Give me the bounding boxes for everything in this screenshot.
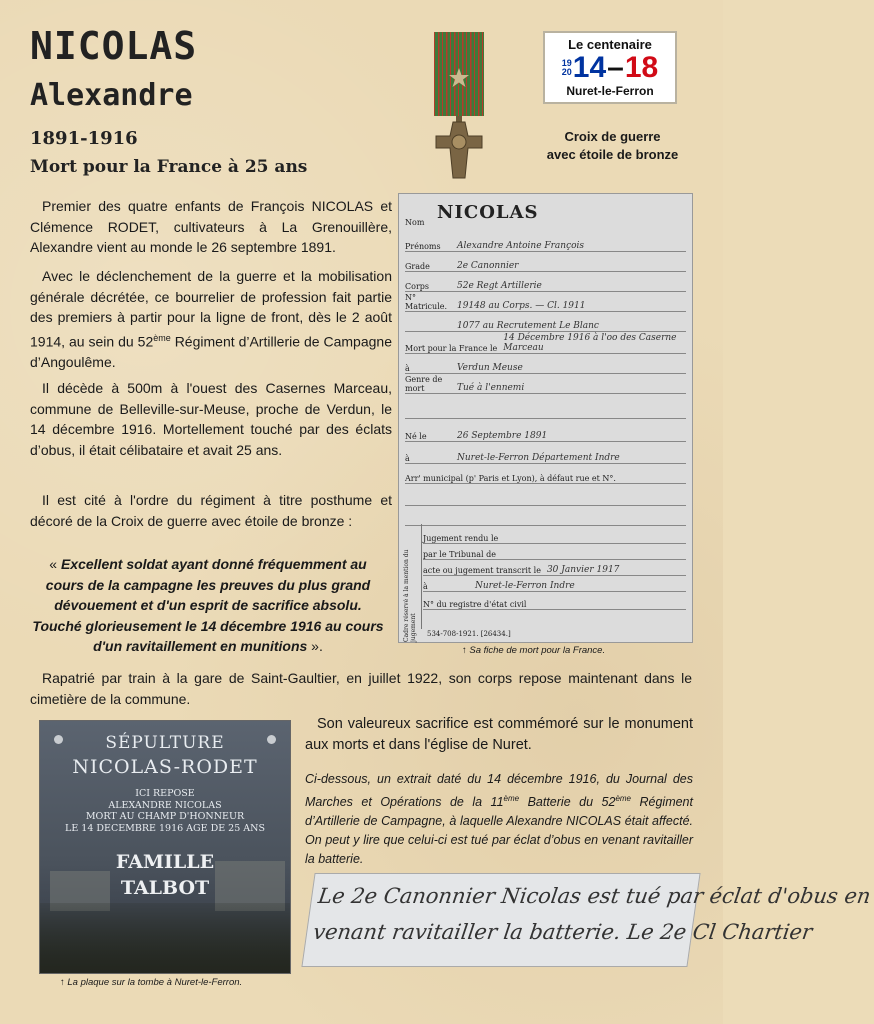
- badge-year-a: 19: [561, 58, 572, 68]
- fiche-side-text: Cadre réservé à la mention du jugement: [403, 549, 417, 642]
- fiche-row-label: acte ou jugement transcrit le: [423, 566, 541, 575]
- death-record-card-image: [398, 193, 693, 643]
- photo-ground: [40, 903, 290, 973]
- fiche-row-value: Alexandre Antoine François: [457, 241, 585, 251]
- badge-years: [545, 53, 675, 83]
- plaque-epitaph-line: ALEXANDRE NICOLAS: [108, 799, 222, 811]
- paragraph-text: Régiment d’Artillerie de Campagne, à laquelle Alexandre NICOLAS était affecté. On peut y lire que celui-ci est tué par éclat d’obus en venant ravitailler la batterie.: [305, 795, 693, 867]
- plaque-famille-line: TALBOT: [120, 877, 210, 899]
- journal-handwriting-line: Le 2e Canonnier Nicolas est tué par éclat d'obus en: [316, 884, 873, 908]
- fiche-row: [405, 354, 686, 374]
- croix-de-guerre-medal-image: [430, 32, 488, 182]
- bio-paragraph-death: Il décède à 500m à l'ouest des Casernes Marceau, commune de Belleville-sur-Meuse, proche de Verdun, le 14 décembre 1916. Mortellement touché par des éclats d’obus, il était célibataire et avait 25 ans.: [30, 380, 392, 458]
- fiche-row-label: par le Tribunal de: [423, 550, 496, 559]
- plaque-sepulture: SÉPULTURE: [105, 733, 225, 753]
- fiche-row: [423, 572, 686, 592]
- fiche-row-value: 1077 au Recrutement Le Blanc: [457, 321, 599, 331]
- fiche-row-label: à: [423, 582, 428, 591]
- plaque-epitaph: [40, 788, 290, 834]
- fiche-row: [405, 232, 686, 252]
- fiche-row-label: Genre de mort: [405, 375, 443, 393]
- fiche-row-label: à: [405, 364, 410, 373]
- fiche-row: [405, 422, 686, 442]
- fiche-nom-label: Nom: [405, 218, 425, 227]
- fiche-row-value: Tué à l'ennemi: [457, 383, 525, 393]
- page-subtitle: Mort pour la France à 25 ans: [30, 157, 308, 177]
- badge-dash: –: [607, 51, 624, 84]
- fiche-row-label: N° du registre d'état civil: [423, 600, 527, 609]
- fiche-row: [423, 590, 686, 610]
- plaque-epitaph-line: ICI REPOSE: [135, 788, 195, 799]
- superscript: ème: [615, 794, 631, 803]
- page-title-firstname: Alexandre: [30, 78, 193, 113]
- plaque-family-name: NICOLAS-RODET: [72, 756, 258, 778]
- life-years: 1891-1916: [30, 128, 138, 149]
- centenaire-badge-logo: [543, 31, 677, 104]
- journal-intro-paragraph: [305, 770, 693, 869]
- fiche-row-label: Arr' municipal (p' Paris et Lyon), à défaut rue et N°.: [405, 474, 616, 483]
- journal-handwriting-line: venant ravitailler la batterie. Le 2e Cl Chartier: [311, 920, 814, 944]
- plaque-epitaph-line: MORT AU CHAMP D'HONNEUR: [85, 811, 245, 822]
- fiche-row-value: 14 Décembre 1916 à l'oo des Caserne Marceau: [503, 333, 677, 353]
- medal-caption-line: avec étoile de bronze: [546, 147, 679, 162]
- bio-paragraph-birth: Premier des quatre enfants de François NICOLAS et Clémence RODET, cultivateurs à La Grenouillère, Alexandre vient au monde le 26 septembre 1891.: [30, 198, 392, 255]
- medal-caption: [525, 128, 700, 164]
- fiche-row-label: Prénoms: [405, 242, 441, 251]
- badge-top-text: Le centenaire: [568, 37, 652, 52]
- fiche-row-label: à: [405, 454, 410, 463]
- medal-caption-line: Croix de guerre: [564, 129, 661, 144]
- fiche-row: [405, 444, 686, 464]
- fiche-caption: ↑ Sa fiche de mort pour la France.: [462, 645, 606, 656]
- journal-extract-image: [301, 873, 873, 967]
- fiche-row: [405, 464, 686, 484]
- paragraph-text: Batterie du 52: [519, 795, 616, 810]
- badge-year-b: 20: [561, 67, 572, 77]
- paragraph-text: Avec le déclenchement de la guerre et la mobilisation générale décrétée, ce bourrelier de profession fait partie des premiers à partir pour la ligne de front, dès le 2 août 1914, au sein du 52: [30, 268, 392, 350]
- fiche-footer: 534-708-1921. [26434.]: [427, 630, 511, 638]
- fiche-row-value: 19148 au Corps. — Cl. 1911: [457, 301, 586, 311]
- bio-paragraph-citation: Il est cité à l'ordre du régiment à titre posthume et décoré de la Croix de guerre avec étoile de bronze :: [30, 492, 392, 529]
- fiche-row-label: Grade: [405, 262, 430, 271]
- fiche-row: [405, 312, 686, 332]
- fiche-row: [405, 486, 686, 506]
- superscript: ème: [503, 794, 520, 803]
- plaque-famille-line: FAMILLE: [115, 851, 215, 873]
- badge-number-18: 18: [624, 51, 659, 84]
- fiche-row-value: 52e Regt Artillerie: [457, 281, 542, 291]
- citation-quote: [30, 554, 386, 657]
- fiche-row: [405, 292, 686, 312]
- fiche-row: [405, 374, 686, 394]
- fiche-row: [405, 252, 686, 272]
- bio-paragraph-repatriation: Rapatrié par train à la gare de Saint-Gaultier, en juillet 1922, son corps repose maintenant dans le cimetière de la commune.: [30, 670, 692, 707]
- bio-paragraph-memorial: Son valeureux sacrifice est commémoré sur le monument aux morts et dans l'église de Nuret.: [305, 716, 693, 753]
- fiche-row: [405, 399, 686, 419]
- paragraph-text: Ci-dessous, un extrait daté du 14 décembre 1916, du Journal des Marches et Opérations de la 11: [305, 772, 693, 810]
- fiche-row-value: Nuret-le-Ferron Département Indre: [457, 453, 620, 463]
- fiche-row-value: Verdun Meuse: [457, 363, 523, 373]
- badge-number-14: 14: [572, 51, 607, 84]
- fiche-row: [405, 272, 686, 292]
- fiche-row-value: Nuret-le-Ferron Indre: [475, 581, 575, 591]
- plaque-famille: [40, 849, 290, 901]
- fiche-row-value: 2e Canonnier: [457, 261, 519, 271]
- quote-open: «: [49, 556, 61, 572]
- fiche-row-label: Né le: [405, 432, 427, 441]
- fiche-row-label: N° Matricule.: [405, 293, 448, 311]
- fiche-row: [405, 334, 686, 354]
- bio-paragraph-mobilisation: [30, 266, 392, 372]
- grave-plaque-photo: [40, 721, 290, 973]
- fiche-row-label: Corps: [405, 282, 429, 291]
- plaque-caption: ↑ La plaque sur la tombe à Nuret-le-Ferron.: [60, 977, 243, 988]
- fiche-row-label: Jugement rendu le: [423, 534, 499, 543]
- paragraph-text: Régiment d’Artillerie de Campagne d’Angoulême.: [30, 333, 392, 370]
- fiche-surname: NICOLAS: [437, 202, 539, 223]
- quote-text: Excellent soldat ayant donné fréquemment au cours de la campagne les preuves du plus grand dévouement et d'un esprit de sacrifice absolu. Touché glorieusement le 14 décembre 1916 au cours d'un ravitaillement en munitions: [32, 556, 384, 654]
- fiche-row-value: 26 Septembre 1891: [457, 431, 548, 441]
- fiche-row: [405, 506, 686, 526]
- quote-close: ».: [307, 638, 323, 654]
- page-title-surname: NICOLAS: [30, 24, 198, 68]
- superscript: ème: [153, 332, 171, 343]
- fiche-row-value: 30 Janvier 1917: [546, 565, 620, 575]
- fiche-row-label: Mort pour la France le: [405, 344, 498, 353]
- plaque-epitaph-line: LE 14 DECEMBRE 1916 AGE DE 25 ANS: [65, 822, 265, 834]
- badge-bottom-text: Nuret-le-Ferron: [566, 84, 654, 98]
